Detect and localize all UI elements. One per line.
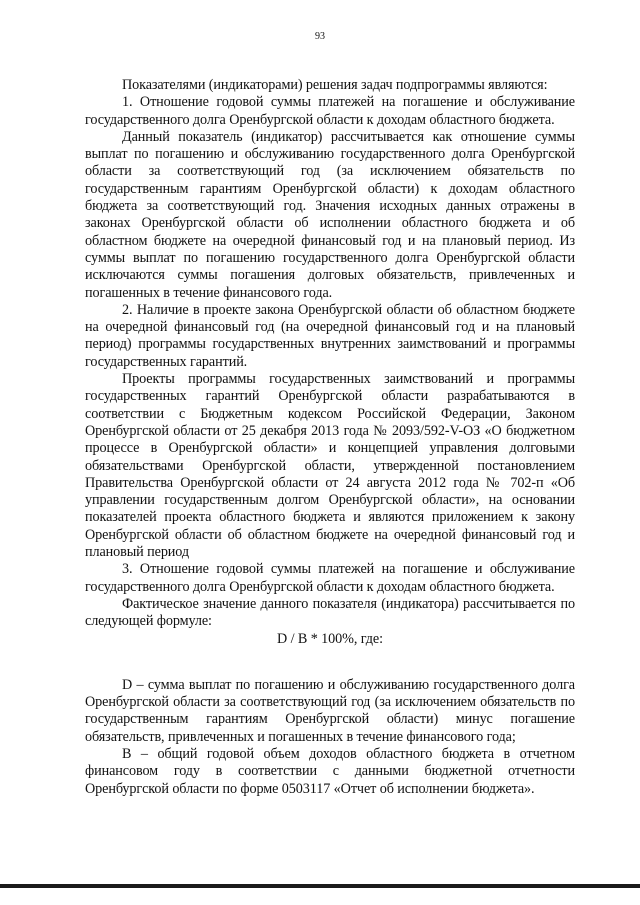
- formula: D / B * 100%, где:: [277, 630, 383, 647]
- definition-b: B – общий годовой объем доходов областного бюджета в отчетном финансовом году в соответствии с данными бюджетной отчетности Оренбургской области по форме 0503117 «Отчет об исполнении бюджета».: [85, 745, 575, 797]
- intro-paragraph: Показателями (индикаторами) решения задач подпрограммы являются:: [122, 77, 548, 93]
- formula-intro: Фактическое значение данного показателя (индикатора) рассчитывается по следующей формуле:: [85, 595, 575, 630]
- indicator-1-description: Данный показатель (индикатор) рассчитывается как отношение суммы выплат по погашению и обслуживанию государственного долга Оренбургской области за соответствующий год (за исключением обязательств по государственным гарантиям Оренбургской области) к доходам областного бюджета за соответствующий год. Значения исходных данных отражены в законах Оренбургской области об исполнении областного бюджета и об областном бюджете на очередной финансовый год и на плановый период. Из суммы выплат по погашению государственного долга Оренбургской области исключаются суммы погашения долговых обязательств, привлеченных и погашенных в течение финансового года.: [85, 128, 575, 301]
- definition-d: D – сумма выплат по погашению и обслуживанию государственного долга Оренбургской области за соответствующий год (за исключением обязательств по государственным гарантиям Оренбургской области) минус погашение обязательств, привлеченных и погашенных в течение финансового года;: [85, 676, 575, 745]
- document-body: [85, 77, 575, 798]
- indicator-2-description: Проекты программы государственных заимствований и программы государственных гарантий Оренбургской области разрабатываются в соответствии с Бюджетным кодексом Российской Федерации, Законом Оренбургской области от 25 декабря 2013 года № 2093/592-V-ОЗ «О бюджетном процессе в Оренбургской области» и концепцией управления долговыми обязательствами Оренбургской области, утвержденной постановлением Правительства Оренбургской области от 24 августа 2012 года № 702-п «Об управлении государственным долгом Оренбургской области», на основании показателей проекта областного бюджета и являются приложением к закону Оренбургской области об областном бюджете на очередной финансовый год и плановый период: [85, 371, 575, 561]
- indicator-1-paragraph: 1. Отношение годовой суммы платежей на погашение и обслуживание государственного долга Оренбургской области к доходам областного бюджета.: [85, 94, 575, 128]
- indicator-2-paragraph: 2. Наличие в проекте закона Оренбургской области об областном бюджете на очередной финансовый год (на очередной финансовый год и на плановый период) программы государственных внутренних заимствований и программы государственных гарантий.: [85, 301, 575, 370]
- indicator-3-paragraph: 3. Отношение годовой суммы платежей на погашение и обслуживание государственного долга Оренбургской области к доходам областного бюджета.: [85, 561, 575, 595]
- page-number: 93: [315, 31, 325, 42]
- bottom-rule: [0, 884, 640, 888]
